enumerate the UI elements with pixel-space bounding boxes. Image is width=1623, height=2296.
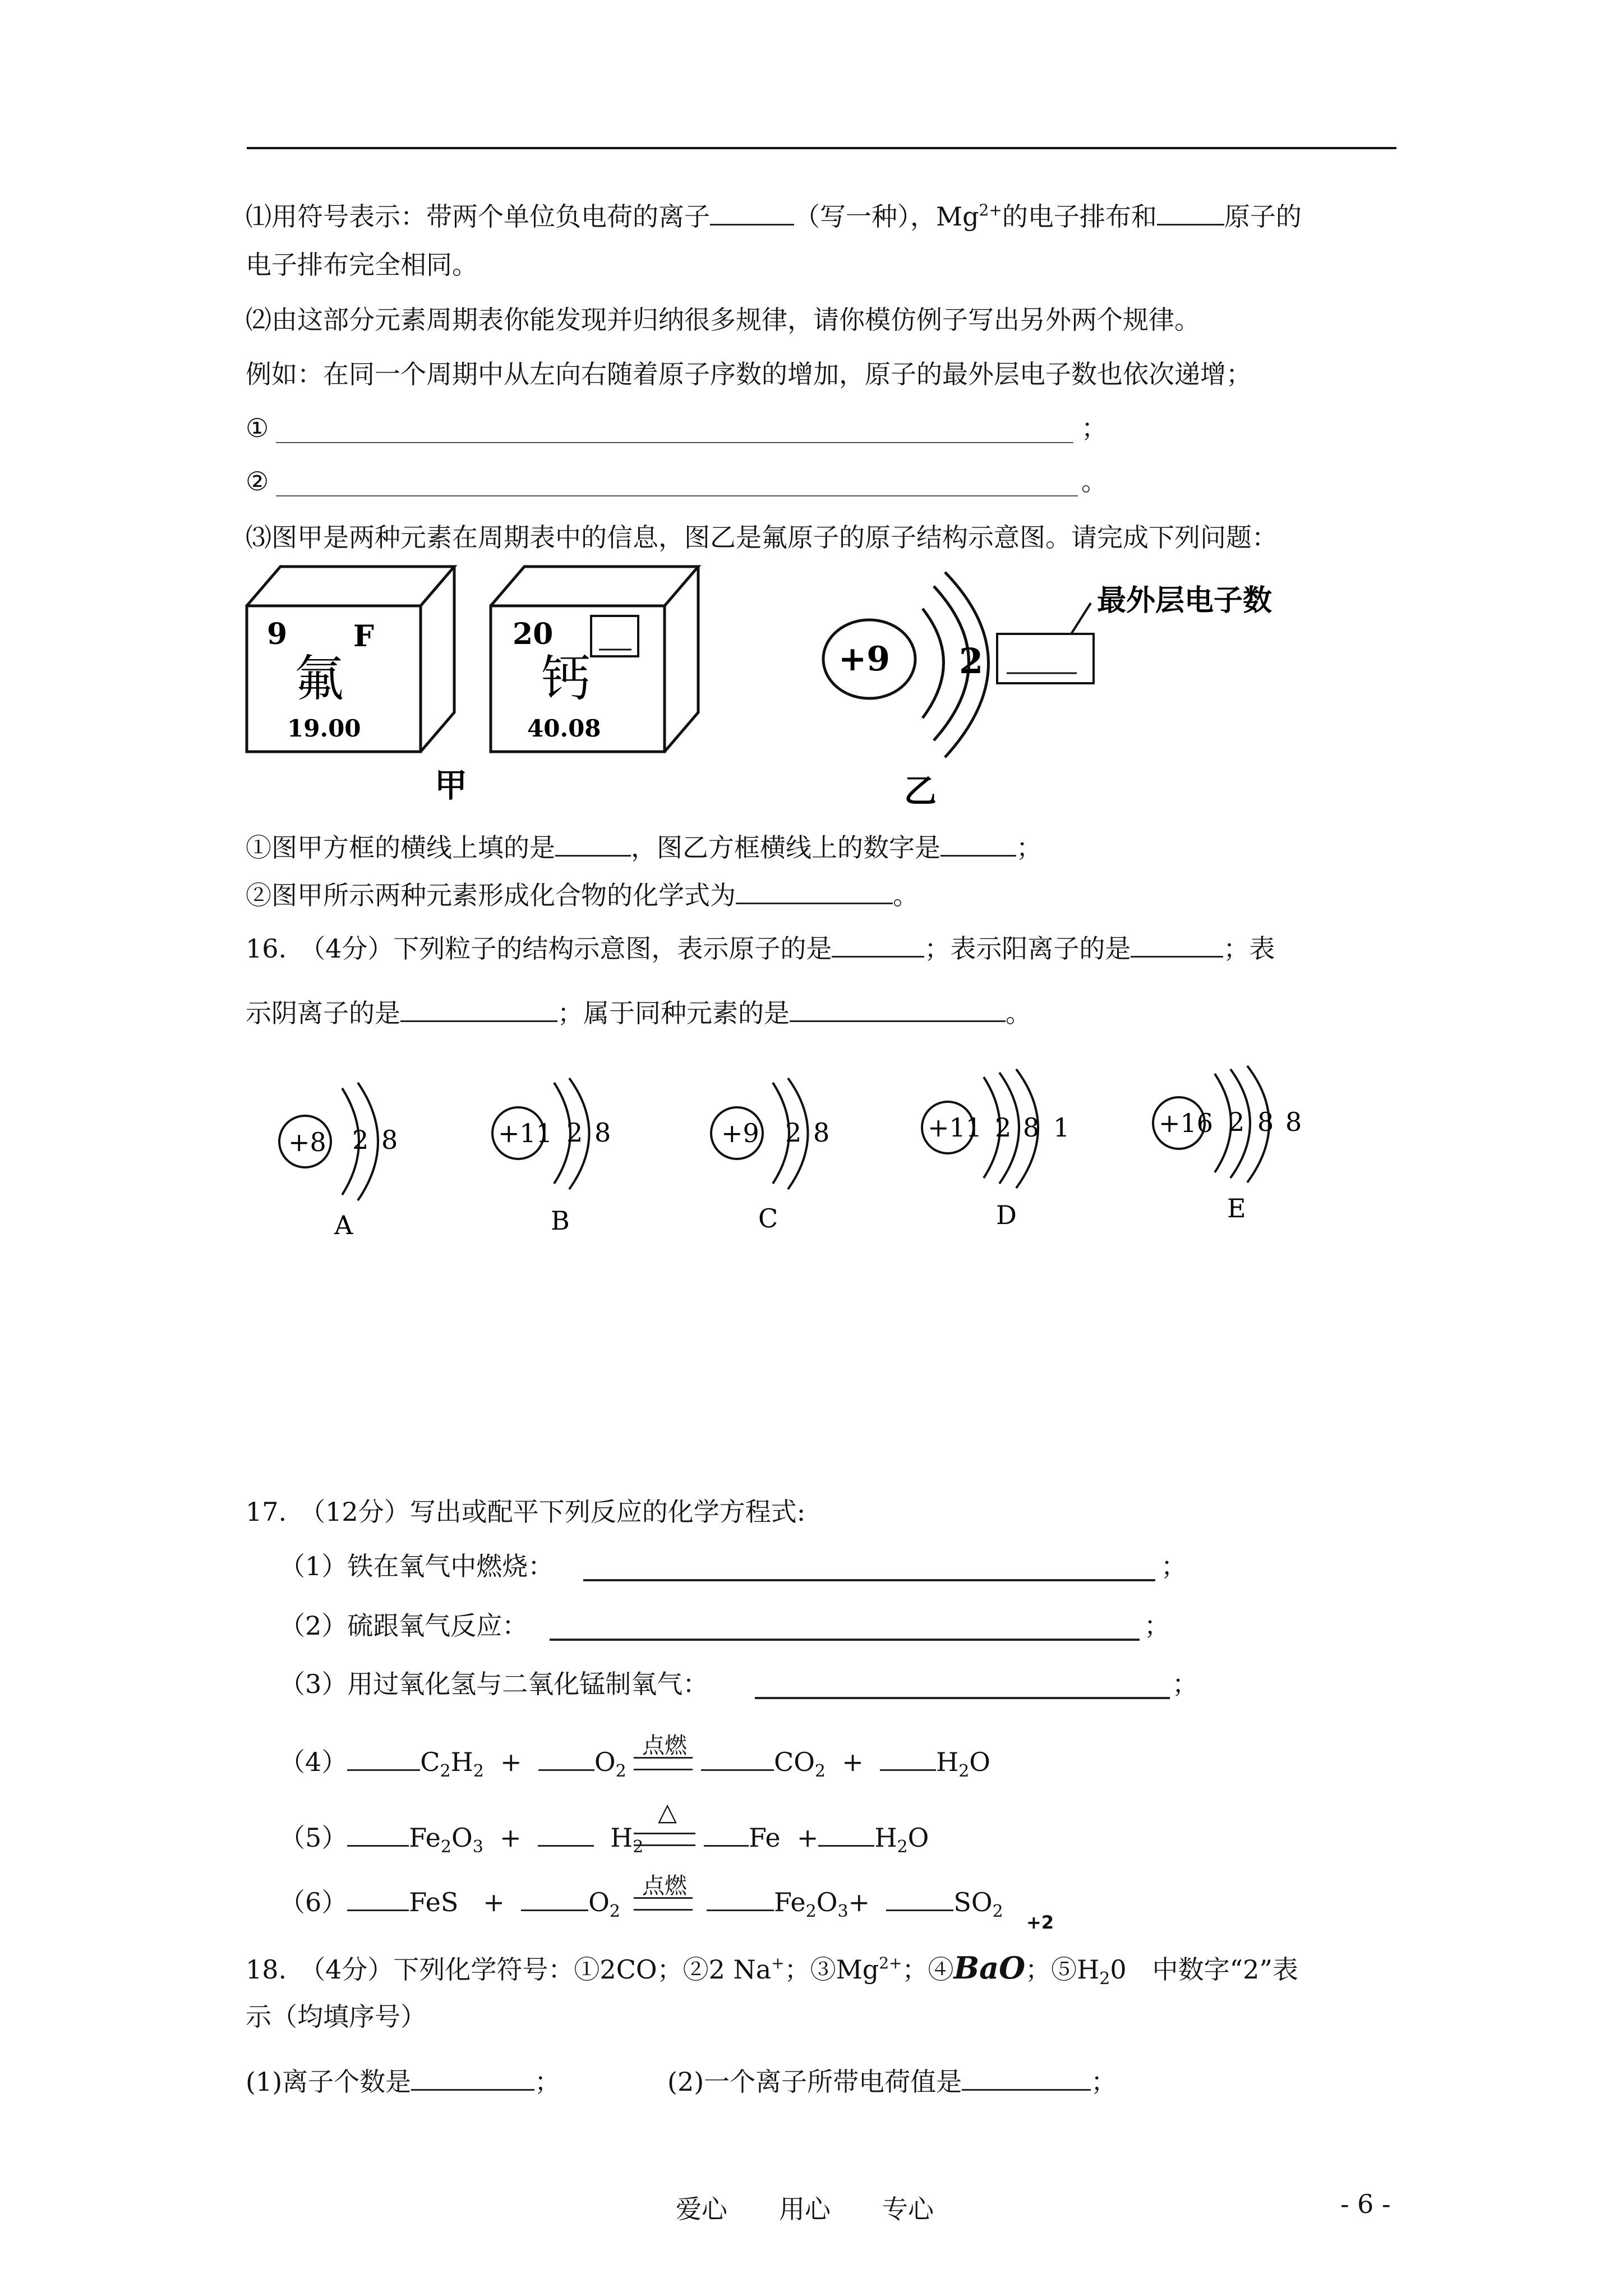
fluorine-number: 9 — [267, 617, 288, 651]
particle-diagrams — [247, 1049, 1368, 1245]
particle-e-shell-2: 8 — [1257, 1107, 1274, 1137]
rule-answer-1-end: ； — [1081, 413, 1107, 443]
yi-blank[interactable] — [940, 830, 1016, 857]
page-number: - 6 - — [1340, 2189, 1391, 2219]
equation-4-products: $CO_2 + H_2O$ — [701, 1745, 990, 1779]
ion-count-blank[interactable] — [411, 2064, 534, 2091]
particle-a-nucleus: +8 — [288, 1127, 326, 1157]
fluorine-symbol: F — [353, 619, 374, 654]
particle-e-label: E — [1227, 1193, 1246, 1223]
equals-sign-6 — [634, 1897, 693, 1911]
bao-charge-mark: +2 — [1026, 1912, 1054, 1933]
label-yi: 乙 — [904, 772, 937, 810]
same-element-answer-blank[interactable] — [790, 996, 1006, 1022]
particle-b-label: B — [551, 1205, 570, 1236]
formula-blank[interactable] — [736, 878, 893, 904]
q15-part3: ⑶图甲是两种元素在周期表中的信息，图乙是氟原子的原子结构示意图。请完成下列问题： — [246, 522, 1278, 553]
q16-line1: 16. （4分）下列粒子的结构示意图，表示原子的是 ；表示阳离子的是 ；表 — [246, 931, 1275, 965]
q15-part1-line2: 电子排布完全相同。 — [246, 250, 478, 280]
rule-answer-1-line[interactable] — [276, 442, 1073, 443]
rule-answer-2-end: 。 — [1081, 466, 1107, 496]
rule-answer-2-line[interactable] — [276, 495, 1078, 496]
calcium-number: 20 — [513, 617, 554, 651]
q17-r2-answer-line[interactable] — [550, 1639, 1140, 1641]
particle-c-shell-2: 8 — [813, 1117, 830, 1148]
equals-sign-5 — [634, 1833, 695, 1846]
rule-answer-2: ② — [246, 466, 269, 496]
q17-r1: （1）铁在氧气中燃烧： — [279, 1551, 554, 1581]
calcium-name: 钙 — [541, 650, 591, 707]
particle-b-shell-2: 8 — [594, 1117, 611, 1148]
particle-e-nucleus: +16 — [1159, 1108, 1214, 1138]
bao-formula: BaO — [953, 1950, 1026, 1986]
particle-a-label: A — [334, 1210, 353, 1240]
coef-h2[interactable] — [538, 1820, 594, 1847]
ion-blank[interactable] — [710, 199, 794, 226]
coef-fes[interactable] — [347, 1885, 409, 1911]
q18-answer-1: (1)离子个数是 ； — [246, 2064, 560, 2099]
equals-sign-4 — [634, 1757, 693, 1770]
particle-d-label: D — [996, 1200, 1017, 1230]
particle-d-nucleus: +11 — [928, 1112, 983, 1143]
footer-motto: 爱心 用心 专心 — [676, 2194, 934, 2224]
fluorine-inner-shell: 2 — [959, 641, 984, 682]
condition-ignite-4: 点燃 — [642, 1733, 687, 1759]
q18-line1: 18. （4分）下列化学符号：①2CO；②2 Na+；$③Mg^{2+}$；④BaO；$⑤H_20$ 中数字“2”表 — [246, 1950, 1298, 1989]
equation-6: （6） FeS + $O_2$ — [279, 1885, 620, 1919]
particle-c-label: C — [758, 1203, 778, 1234]
equation-4: （4） $C_2H_2 + O_2$ — [279, 1745, 626, 1779]
q15-part2: ⑵由这部分元素周期表你能发现并归纳很多规律，请你模仿例子写出另外两个规律。 — [246, 305, 1200, 335]
coef-so2[interactable] — [886, 1885, 953, 1911]
coef-fe2o3-6[interactable] — [707, 1885, 774, 1911]
q16-line2: 示阴离子的是 ；属于同种元素的是 。 — [246, 996, 1031, 1030]
coef-o2[interactable] — [538, 1745, 594, 1771]
q17-r2: （2）硫跟氧气反应： — [279, 1611, 528, 1641]
q17-r2-end: ； — [1144, 1611, 1170, 1641]
q17-r3-answer-line[interactable] — [755, 1697, 1170, 1699]
particle-e-shell-3: 8 — [1285, 1107, 1302, 1137]
anion-answer-blank[interactable] — [400, 996, 557, 1022]
q15-sub1: ①图甲方框的横线上填的是 ，图乙方框横线上的数字是 ； — [246, 830, 1042, 864]
particle-a-shell-2: 8 — [381, 1125, 398, 1155]
cation-answer-blank[interactable] — [1131, 931, 1223, 958]
header-rule — [247, 147, 1396, 149]
coef-h2o-5[interactable] — [818, 1820, 874, 1847]
coef-fe[interactable] — [704, 1820, 749, 1847]
calcium-mass: 40.08 — [527, 715, 601, 742]
q15-sub2: ②图甲所示两种元素形成化合物的化学式为 。 — [246, 878, 919, 912]
atom-blank[interactable] — [1157, 199, 1224, 226]
particle-b-shell-1: 2 — [566, 1117, 583, 1148]
q18-answer-2: (2)一个离子所带电荷值是 ； — [667, 2064, 1117, 2099]
label-jia: 甲 — [435, 766, 468, 804]
condition-ignite-6: 点燃 — [642, 1873, 687, 1899]
particle-c-nucleus: +9 — [721, 1118, 759, 1148]
particle-d-shell-3: 1 — [1053, 1112, 1070, 1143]
outer-electron-callout: 最外层电子数 — [1097, 583, 1272, 618]
coef-co2[interactable] — [701, 1745, 774, 1771]
equation-5: （5） $Fe_2O_3$ + $H_2$ — [279, 1820, 643, 1855]
rule-answer-1: ① — [246, 413, 269, 443]
particle-b-nucleus: +11 — [498, 1118, 553, 1148]
q17-r1-end: ； — [1161, 1551, 1187, 1581]
atom-answer-blank[interactable] — [832, 931, 924, 958]
equation-6-products: $Fe_2O_3+ SO_2$ — [707, 1885, 1003, 1919]
particle-a-shell-1: 2 — [352, 1125, 369, 1155]
q17-title: 17. （12分）写出或配平下列反应的化学方程式: — [246, 1497, 806, 1527]
q15-example: 例如：在同一个周期中从左向右随着原子序数的增加，原子的最外层电子数也依次递增； — [246, 359, 1252, 389]
fluorine-mass: 19.00 — [287, 715, 361, 742]
q17-r3: （3）用过氧化氢与二氧化锰制氧气： — [279, 1669, 709, 1699]
q18-line2: 示（均填序号） — [246, 2001, 426, 2032]
particle-e-shell-1: 2 — [1228, 1107, 1245, 1137]
equation-5-products: $Fe + H_2O$ — [704, 1820, 929, 1855]
jia-blank[interactable] — [555, 830, 631, 857]
fluorine-name: 氟 — [294, 650, 344, 707]
q15-part1-line1: ⑴用符号表示：带两个单位负电荷的离子 （写一种），$Mg^{2+}$的电子排布和 原子的 — [246, 199, 1302, 233]
coef-o2-6[interactable] — [521, 1885, 588, 1911]
coef-h2o[interactable] — [880, 1745, 936, 1771]
particle-d-shell-1: 2 — [995, 1112, 1012, 1143]
particle-d-shell-2: 8 — [1023, 1112, 1040, 1143]
q17-r3-end: ； — [1172, 1669, 1198, 1699]
q17-r1-answer-line[interactable] — [583, 1579, 1155, 1581]
particle-c-shell-1: 2 — [785, 1117, 802, 1148]
figure-jia-yi — [236, 555, 1357, 819]
condition-heat-5: △ — [658, 1798, 677, 1826]
fluorine-nucleus: +9 — [838, 639, 891, 679]
coef-c2h2[interactable] — [347, 1745, 420, 1771]
coef-fe2o3[interactable] — [347, 1820, 409, 1847]
ion-charge-blank[interactable] — [962, 2064, 1091, 2091]
